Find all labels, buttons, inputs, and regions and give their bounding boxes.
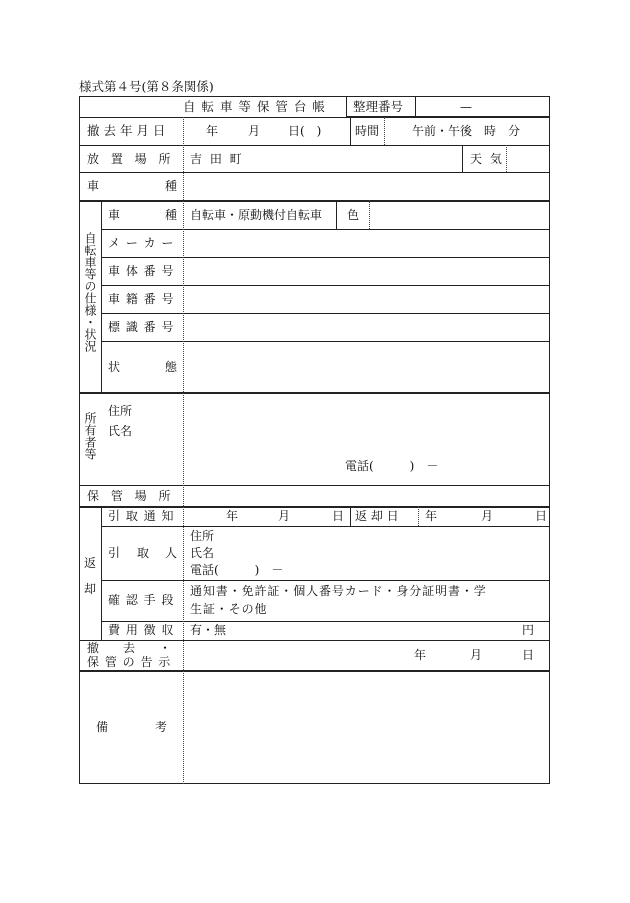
storage-label: 保 管 場 所 [87,489,175,503]
owner-phone: 電話( ) － [345,459,439,473]
spec-color-label: 色 [347,208,360,222]
time-value: 午前・午後 時 分 [412,124,521,138]
fee-value: 有・無 [190,623,227,637]
confirm-method-line-2: 生証・その他 [190,602,268,616]
pickup-notice-label: 引 取 通 知 [108,509,175,523]
location-label: 放 置 場 所 [87,152,175,166]
owner-section-label: 所有者等 [83,412,97,460]
spec-state-label-1: 状 [108,360,121,374]
spec-body-number-label: 車 体 番 号 [108,264,175,278]
time-label: 時間 [355,124,380,138]
receiver-label-2: 取 [137,546,150,560]
return-day: 日 [535,509,548,523]
spec-state-label-2: 態 [165,360,178,374]
spec-maker-label: メ ー カ ー [108,236,175,250]
vehicle-type-label-1: 車 [87,179,100,193]
owner-address-label: 住所 [108,404,133,418]
spec-kind-label-2: 種 [165,208,178,222]
return-month: 月 [481,509,494,523]
weather-label: 天 気 [470,152,504,166]
spec-registration-number-label: 車 籍 番 号 [108,292,175,306]
spec-kind-value: 自転車・原動機付自転車 [190,208,323,222]
notice-label-line-2: 保 管 の 告 示 [87,655,172,669]
pickup-notice-month: 月 [278,509,291,523]
spec-section-label: 自転車等の仕様・状況 [83,232,97,352]
return-year: 年 [425,509,438,523]
pickup-notice-year: 年 [226,509,239,523]
owner-name-label: 氏名 [108,424,133,438]
confirm-method-line-1: 通知書・免許証・個人番号カード・身分証明書・学 [190,584,487,598]
vehicle-type-label-2: 種 [165,179,178,193]
removal-month: 月 [248,124,261,138]
notice-label-line-1: 撤 去 ・ [87,641,172,655]
notice-year: 年 [414,648,427,662]
pickup-notice-day: 日 [332,509,345,523]
return-section-label-1: 返 [84,556,97,570]
removal-year: 年 [206,124,219,138]
removal-day: 日( ) [288,124,322,138]
remarks-label-1: 備 [96,720,109,734]
form-title: 自 転 車 等 保 管 台 帳 [183,99,326,114]
notice-day: 日 [522,648,535,662]
location-value: 吉 田 町 [190,152,244,166]
form-reference: 様式第４号(第８条関係) [79,79,214,94]
receiver-label-1: 引 [108,546,121,560]
registry-number-label: 整理番号 [353,99,404,114]
fee-unit: 円 [522,623,535,637]
registry-number-value: — [460,100,472,114]
confirm-method-label: 確 認 手 段 [108,593,175,607]
notice-month: 月 [470,648,483,662]
receiver-phone: 電話( ) － [190,563,284,577]
receiver-name-label: 氏名 [190,546,215,560]
fee-label: 費 用 徴 収 [108,623,175,637]
remarks-label-2: 考 [155,720,168,734]
receiver-address-label: 住所 [190,529,215,543]
return-date-label: 返 却 日 [355,509,399,523]
return-section-label-2: 却 [84,582,97,596]
removal-date-label: 撤 去 年 月 日 [87,123,166,138]
receiver-label-3: 人 [165,546,178,560]
spec-kind-label-1: 車 [108,208,121,222]
spec-plate-number-label: 標 識 番 号 [108,320,175,334]
